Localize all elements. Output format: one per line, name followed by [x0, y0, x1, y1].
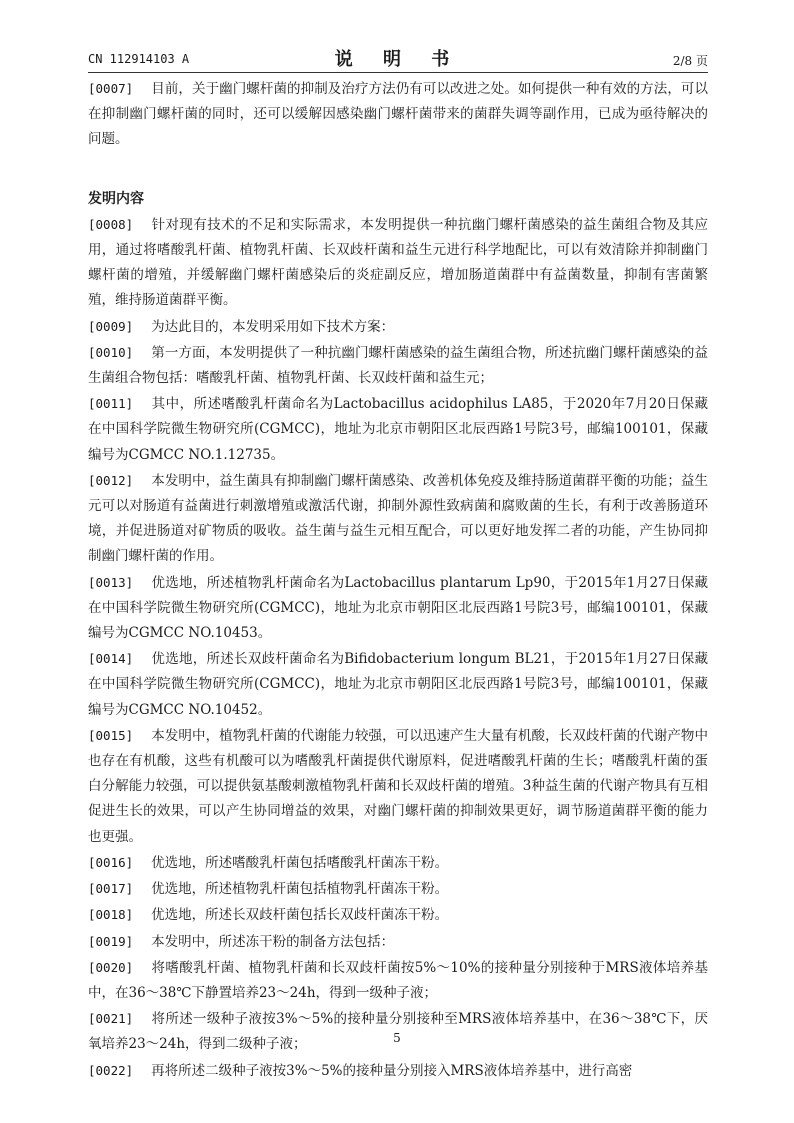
paragraph-text: 针对现有技术的不足和实际需求，本发明提供一种抗幽门螺杆菌感染的益生菌组合物及其应用，通过将嗜酸乳杆菌、植物乳杆菌、长双歧杆菌和益生元进行科学地配比，可以有效清除并抑制幽门螺杆菌的增殖，并缓解幽门螺杆菌感染后的炎症副反应，增加肠道菌群中有益菌数量，抑制有害菌繁殖，维持肠道菌群平衡。 — [88, 216, 708, 309]
paragraph — [88, 391, 708, 468]
paragraph-text: 其中，所述嗜酸乳杆菌命名为Lactobacillus acidophilus LA85，于2020年7月20日保藏在中国科学院微生物研究所(CGMCC)，地址为北京市朝阳区北辰西路1号院3号，邮编100101，保藏编号为CGMCC NO.1.12735。 — [88, 396, 708, 463]
paragraph — [88, 1058, 708, 1084]
paragraph-text: 为达此目的，本发明采用如下技术方案： — [151, 318, 395, 335]
paragraph-text: 目前，关于幽门螺杆菌的抑制及治疗方法仍有可以改进之处。如何提供一种有效的方法，可以在抑制幽门螺杆菌的同时，还可以缓解因感染幽门螺杆菌带来的菌群失调等副作用，已成为亟待解决的问题。 — [88, 81, 708, 148]
paragraph-number: [0020] — [88, 959, 134, 975]
paragraph-number: [0014] — [88, 651, 134, 667]
paragraph — [88, 76, 708, 153]
page-title: 说 明 书 — [334, 49, 462, 70]
paragraph-number: [0017] — [88, 881, 134, 897]
section-title: 发明内容 — [88, 190, 144, 207]
paragraph-text: 本发明中，植物乳杆菌的代谢能力较强，可以迅速产生大量有机酸，长双歧杆菌的代谢产物中也存在有机酸，这些有机酸可以为嗜酸乳杆菌提供代谢原料，促进嗜酸乳杆菌的生长；嗜酸乳杆菌的蛋白分解能力较强，可以提供氨基酸刺激植物乳杆菌和长双歧杆菌的增殖。3种益生菌的代谢产物具有互相促进生长的效果，可以产生协同增益的效果，对幽门螺杆菌的抑制效果更好，调节肠道菌群平衡的能力也更强。 — [88, 727, 708, 845]
document-body — [88, 76, 708, 1084]
paragraph-number: [0010] — [88, 344, 134, 360]
paragraph-number: [0021] — [88, 1011, 134, 1027]
paragraph-number: [0018] — [88, 907, 134, 923]
paragraph-number: [0019] — [88, 933, 134, 949]
paragraph-number: [0013] — [88, 574, 134, 590]
paragraph — [88, 723, 708, 850]
paragraph — [88, 212, 708, 314]
paragraph-number: [0022] — [88, 1062, 134, 1078]
header-divider — [88, 72, 708, 73]
page-number: 5 — [393, 1031, 401, 1045]
paragraph-text: 优选地，所述长双歧杆菌包括长双歧杆菌冻干粉。 — [151, 907, 449, 924]
paragraph — [88, 876, 708, 902]
paragraph — [88, 646, 708, 723]
paragraph — [88, 468, 708, 570]
page-header — [88, 42, 708, 72]
paragraph-list — [88, 212, 708, 1084]
paragraph-text: 优选地，所述长双歧杆菌命名为Bifidobacterium longum BL21，于2015年1月27日保藏在中国科学院微生物研究所(CGMCC)，地址为北京市朝阳区北辰西路1号院3号，邮编100101，保藏编号为CGMCC NO.10452。 — [88, 651, 708, 718]
paragraph — [88, 314, 708, 340]
paragraph-text: 优选地，所述植物乳杆菌命名为Lactobacillus plantarum Lp90，于2015年1月27日保藏在中国科学院微生物研究所(CGMCC)，地址为北京市朝阳区北辰西路1号院3号，邮编100101，保藏编号为CGMCC NO.10453。 — [88, 574, 708, 642]
paragraph — [88, 850, 708, 876]
paragraph-text: 优选地，所述植物乳杆菌包括植物乳杆菌冻干粉。 — [151, 881, 449, 898]
paragraph-number: [0011] — [88, 396, 134, 412]
paragraph — [88, 929, 708, 955]
paragraph — [88, 340, 708, 391]
paragraph — [88, 902, 708, 928]
paragraph-number: [0012] — [88, 472, 134, 488]
paragraph-number: [0009] — [88, 318, 134, 334]
document-number: CN 112914103 A — [88, 52, 190, 66]
paragraph-number: [0008] — [88, 216, 134, 232]
paragraph-text: 优选地，所述嗜酸乳杆菌包括嗜酸乳杆菌冻干粉。 — [151, 854, 449, 871]
page-indicator: 2/8 页 — [672, 54, 708, 68]
paragraph — [88, 570, 708, 647]
paragraph-text: 本发明中，所述冻干粉的制备方法包括： — [151, 933, 395, 950]
paragraph-text: 第一方面，本发明提供了一种抗幽门螺杆菌感染的益生菌组合物，所述抗幽门螺杆菌感染的益生菌组合物包括：嗜酸乳杆菌、植物乳杆菌、长双歧杆菌和益生元； — [88, 344, 708, 387]
paragraph-number: [0016] — [88, 854, 134, 870]
paragraph — [88, 955, 708, 1006]
paragraph-text: 再将所述二级种子液按3%～5%的接种量分别接入MRS液体培养基中，进行高密 — [151, 1062, 633, 1079]
paragraph-number: [0007] — [88, 81, 134, 96]
paragraph-text: 将嗜酸乳杆菌、植物乳杆菌和长双歧杆菌按5%～10%的接种量分别接种于MRS液体培养基中，在36～38℃下静置培养23～24h，得到一级种子液； — [88, 959, 708, 1001]
paragraph-number: [0015] — [88, 727, 134, 743]
paragraph-text: 本发明中，益生菌具有抑制幽门螺杆菌感染、改善机体免疫及维持肠道菌群平衡的功能；益生元可以对肠道有益菌进行刺激增殖或激活代谢，抑制外源性致病菌和腐败菌的生长，有利于改善肠道环境，并促进肠道对矿物质的吸收。益生菌与益生元相互配合，可以更好地发挥二者的功能，产生协同抑制幽门螺杆菌的作用。 — [88, 472, 708, 565]
paragraph-text: 将所述一级种子液按3%～5%的接种量分别接种至MRS液体培养基中，在36～38℃下，厌氧培养23～24h，得到二级种子液； — [88, 1011, 708, 1053]
